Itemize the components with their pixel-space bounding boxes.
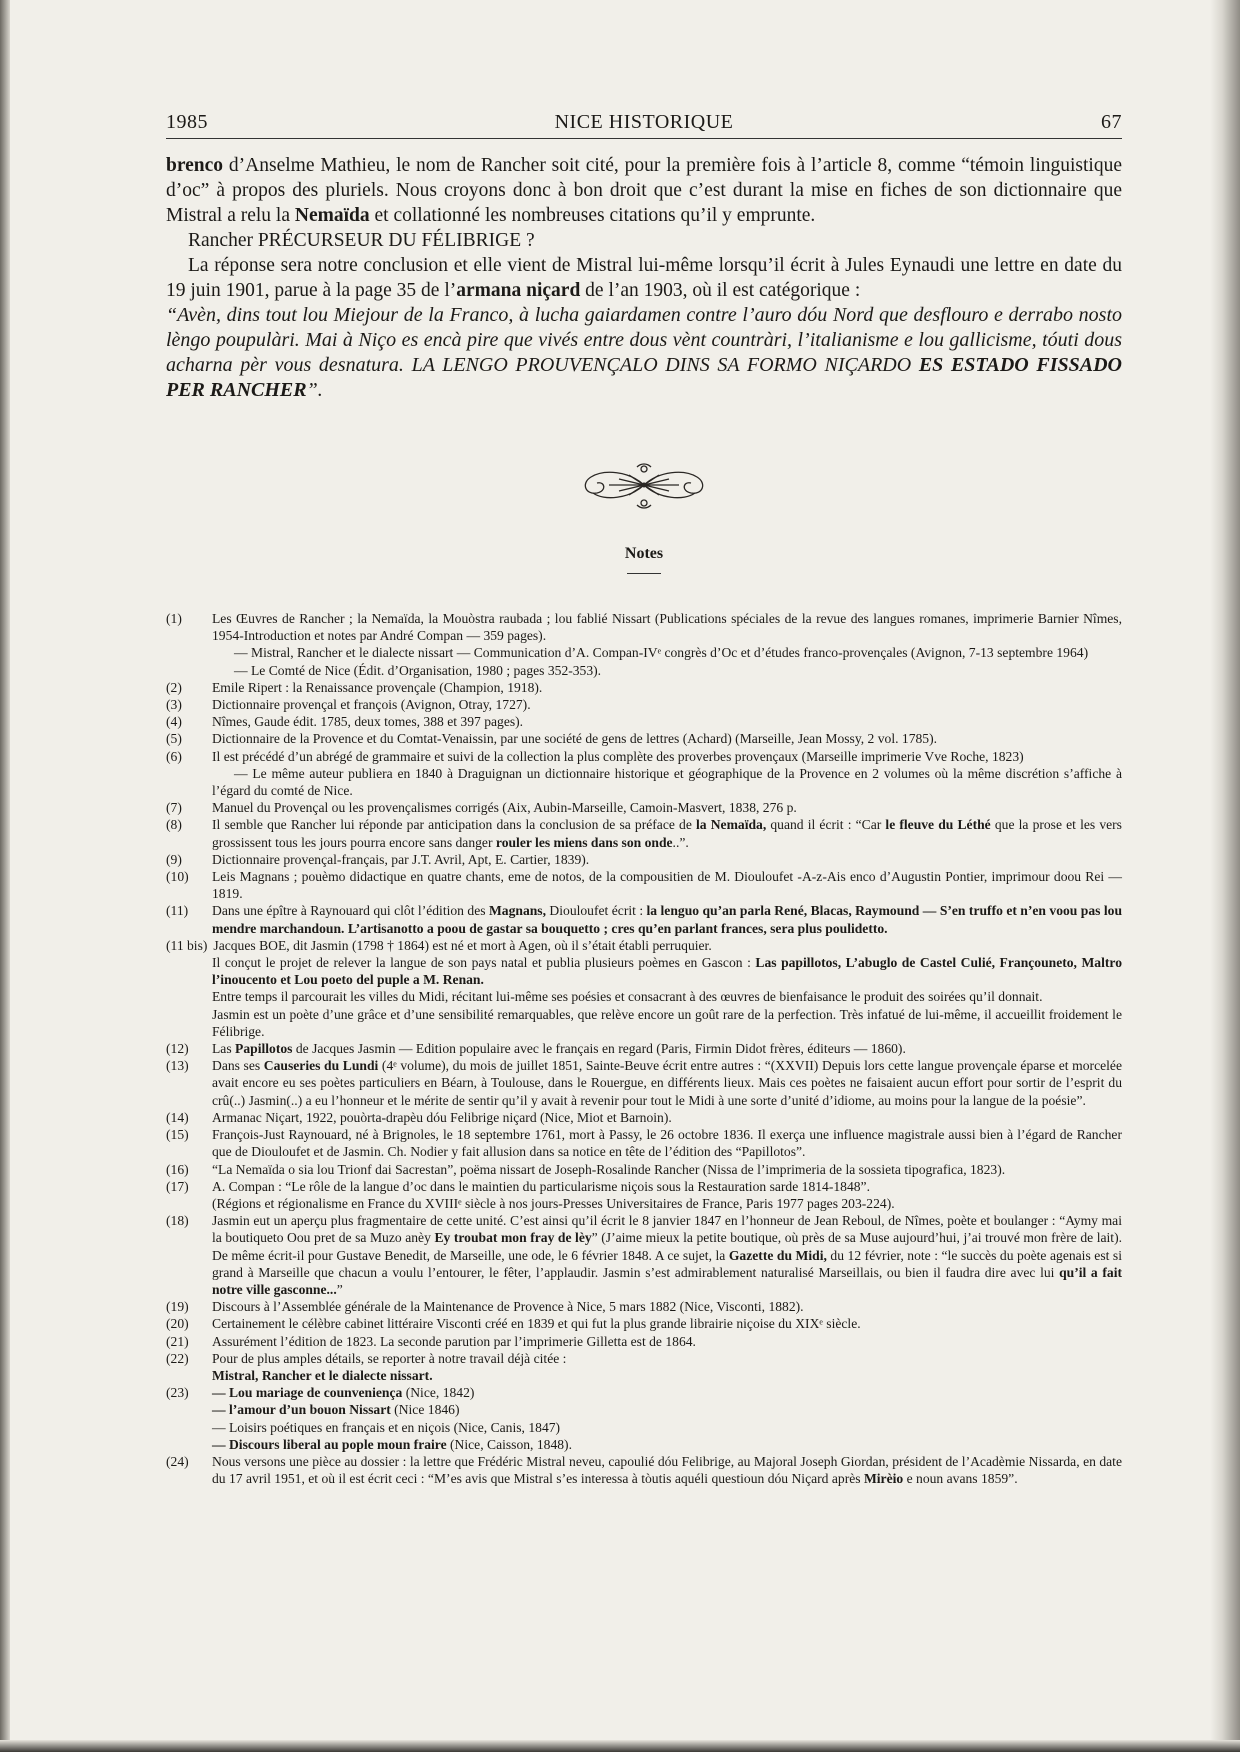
note-bold: la Nemaïda, (696, 817, 767, 833)
note-number: (5) (166, 731, 182, 747)
note-11-bis-continued (166, 954, 1122, 1040)
quote-bold-1: ES ESTADO FISSADO PER RANCHER (166, 354, 1122, 401)
quote-text-2: ”. (306, 379, 323, 401)
note-10 (166, 868, 1122, 902)
note-number: (18) (166, 1213, 189, 1229)
scan-edge-right (1210, 0, 1240, 1752)
note-text: Il est précédé d’un abrégé de grammaire et suivi de la collection la plus complète des proverbes provençaux (Marseille imprimerie Vve Roche, 1823) (212, 748, 1024, 764)
note-text: Les Œuvres de Rancher ; la Nemaïda, la Mouòstra raubada ; lou fablié Nissart (Publications spéciales de la revue des langues romanes, imprimerie Barnier Nîmes, 1954-Introduction et notes par André Compan — 359 pages). (212, 611, 1122, 644)
note-number: (9) (166, 851, 182, 867)
note-11 (166, 902, 1122, 936)
note-22 (166, 1350, 1122, 1384)
p1-bold-2: Nemaïda (294, 205, 370, 226)
note-number: (6) (166, 748, 182, 764)
note-number: (21) (166, 1333, 189, 1349)
note-bold: Las papillotos, L’abuglo de Castel Culié, Françouneto, Maltro l’inoucento et Lou poeto del puple a M. Renan. (212, 955, 1122, 988)
note-span: Diouloufet écrit : (546, 903, 647, 919)
note-text (212, 1057, 1122, 1109)
note-18 (166, 1212, 1122, 1298)
note-span: (Nice, 1842) (402, 1385, 475, 1401)
note-number: (23) (166, 1385, 189, 1401)
note-span: Jasmin eut un aperçu plus fragmentaire de cette unité. C’est ainsi qu’il écrit le 8 janvier 1847 en l’honneur de Jean Reboul, de Nîmes, poète et boulanger : “Aymy mai la boutiqueto Oou pret de sa Muzo anèy (212, 1213, 1122, 1246)
note-number: (1) (166, 611, 182, 626)
note-20 (166, 1315, 1122, 1332)
note-span: que la prose et les vers grossissent tous les jours pourra encore sans danger (212, 817, 1122, 850)
note-text: Armanac Niçart, 1922, pouòrta-drapèu dóu Felibrige niçard (Nice, Miot et Barnoin). (212, 1109, 672, 1125)
note-span: ..”. (672, 834, 689, 850)
note-number: (19) (166, 1299, 189, 1315)
note-text: — Mistral, Rancher et le dialecte nissart — Communication d’A. Compan-IVᵉ congrès d’Oc et d’études franco-provençales (Avignon, 7-13 septembre 1964) (234, 645, 1089, 661)
note-text (212, 902, 1122, 936)
note-bold: le fleuve du Léthé (885, 817, 991, 833)
note-text: Dictionnaire provençal-français, par J.T. Avril, Apt, E. Cartier, 1839). (212, 851, 590, 867)
paragraph-1 (166, 153, 1122, 228)
note-number: (8) (166, 817, 182, 833)
note-text: Assurément l’édition de 1823. La seconde parution par l’imprimerie Gilletta est de 1864. (212, 1333, 696, 1349)
note-span: Il semble que Rancher lui réponde par anticipation dans la conclusion de sa préface de (212, 817, 697, 833)
note-13 (166, 1057, 1122, 1109)
note-text: Dictionnaire provençal et françois (Avignon, Otray, 1727). (212, 697, 531, 713)
note-number: (16) (166, 1161, 189, 1177)
note-span: Las (212, 1041, 236, 1057)
running-head (166, 110, 1122, 139)
note-number: (17) (166, 1178, 189, 1194)
note-number: (3) (166, 697, 182, 713)
page-number: 67 (1101, 111, 1122, 133)
note-span: ” (336, 1281, 343, 1297)
note-span: ” (J’aime mieux la petite boutique, où près de sa Muse aujourd’hui, j’ai trouvé mon frère de lait). De même écrit-il pour Gustave Benedit, de Marseille, une ode, le 6 février 1848. A ce sujet, la (212, 1230, 1122, 1263)
note-span: Nous versons une pièce au dossier : la lettre que Frédéric Mistral neveu, capoulié dóu Felibrige, au Majoral Joseph Giordan, président de l’Acadèmie Nissarda, en date du 17 avril 1951, et où il est écrit ceci : “M’es avis que Mistral s’es interessa à tòutis aquéli questioun dóu Niçard après (212, 1453, 1122, 1487)
note-3 (166, 696, 1122, 713)
note-text (212, 1212, 1122, 1298)
p2-bold-1: armana niçard (456, 280, 581, 301)
note-16 (166, 1161, 1122, 1178)
header-title: NICE HISTORIQUE (554, 111, 734, 133)
note-bold: — Discours liberal au pople moun fraire (212, 1436, 447, 1452)
note-text: Entre temps il parcourait les villes du Midi, récitant lui-même ses poésies et consacrant à des œuvres de bienfaisance le produit des soirées qu’il donnait. (212, 989, 1043, 1005)
note-text (212, 1384, 1122, 1401)
note-number: (24) (166, 1453, 189, 1469)
notes-title: Notes (624, 545, 664, 562)
note-bold: Mirèio (863, 1471, 904, 1487)
note-text: Pour de plus amples détails, se reporter à notre travail déjà citée : (212, 1350, 567, 1366)
p1-bold-1: brenco (166, 155, 224, 176)
note-17 (166, 1178, 1122, 1212)
note-span: Dans une épître à Raynouard qui clôt l’édition des (212, 903, 489, 919)
note-number: (13) (166, 1058, 189, 1074)
notes-list (166, 610, 1122, 1487)
fleuron-ornament-icon (579, 461, 709, 509)
note-span: (4ᵉ volume), du mois de juillet 1851, Sainte-Beuve écrit entre autres : “(XXVII) Depuis lors cette langue provençale éparse et morcelée avait encore eu ses poètes particuliers en Béarn, à Toulouse, dans le Rouergue, en différents lieux. Mais ces poètes ne faisaient aucun effort pour sortir de l’esprit du crû(..) Jasmin(..) a eu l’honneur et le mérite de sentir qu’il y avait à revenir pour tout le Midi à une sorte d’unité d’idiome, au moins pour la langue de la poésie”. (212, 1058, 1122, 1108)
scan-edge-left (0, 0, 10, 1752)
note-14 (166, 1109, 1122, 1126)
note-text: Certainement le célèbre cabinet littéraire Visconti créé en 1839 et qui fut la plus grande librairie niçoise du XIXᵉ siècle. (212, 1316, 861, 1332)
note-9 (166, 851, 1122, 868)
note-1 (166, 610, 1122, 679)
note-text (212, 1436, 1122, 1453)
p2-text-1: La réponse sera notre conclusion et elle vient de Mistral lui-même lorsqu’il écrit à Jules Eynaudi une lettre en date du 19 juin 1901, parue à la page 35 de l’ (166, 255, 1122, 301)
note-number: (2) (166, 679, 182, 695)
note-11-bis (166, 937, 1122, 954)
note-text: Discours à l’Assemblée générale de la Maintenance de Provence à Nice, 5 mars 1882 (Nice, Visconti, 1882). (212, 1299, 804, 1315)
note-5 (166, 730, 1122, 747)
note-number: (12) (166, 1041, 189, 1057)
mistral-quote (166, 303, 1122, 403)
section-heading: Rancher PRÉCURSEUR DU FÉLIBRIGE ? (188, 230, 535, 251)
note-23 (166, 1384, 1122, 1453)
note-number: (11 bis) (166, 937, 208, 953)
note-bold: — l’amour d’un bouon Nissart (212, 1402, 391, 1418)
note-7 (166, 799, 1122, 816)
note-8 (166, 816, 1122, 850)
p2-text-2: de l’an 1903, où il est catégorique : (580, 280, 861, 301)
note-number: (20) (166, 1316, 189, 1332)
note-text: Jacques BOE, dit Jasmin (1798 † 1864) est né et mort à Agen, où il s’était établi perruquier. (213, 937, 712, 953)
note-bold: Ey troubat mon fray de lèy (434, 1230, 592, 1246)
page (166, 110, 1122, 1487)
note-span: quand il écrit : “Car (766, 817, 886, 833)
note-text: Dictionnaire de la Provence et du Comtat-Venaissin, par une société de gens de lettres (Achard) (Marseille, Jean Mossy, 2 vol. 1785). (212, 731, 938, 747)
note-24 (166, 1453, 1122, 1487)
note-text (212, 1040, 1122, 1057)
note-text: Nîmes, Gaude édit. 1785, deux tomes, 388 et 397 pages). (212, 714, 524, 730)
note-span: Dans ses (212, 1058, 264, 1074)
note-text: — Le même auteur publiera en 1840 à Draguignan un dictionnaire historique et géographique de la Provence en 2 volumes où la même discrétion s’affiche à l’égard du comté de Nice. (212, 765, 1122, 799)
note-text: (Régions et régionalisme en France du XVIIIᵉ siècle à nos jours-Presses Universitaires de France, Paris 1977 pages 203-224). (212, 1195, 895, 1211)
note-span: de Jacques Jasmin — Edition populaire avec le français en regard (Paris, Firmin Didot frères, éditeurs — 1860). (292, 1041, 906, 1057)
p1-text-2: et collationné les nombreuses citations qu’il y emprunte. (369, 205, 816, 226)
note-bold: Gazette du Midi, (728, 1247, 827, 1263)
note-21 (166, 1333, 1122, 1350)
note-4 (166, 713, 1122, 730)
note-text: “La Nemaïda o sia lou Trionf dai Sacrestan”, poëma nissart de Joseph-Rosalinde Rancher (Nissa de l’imprimeria de la sossieta tipografica, 1823). (212, 1161, 1006, 1177)
note-number: (22) (166, 1350, 189, 1366)
note-number: (15) (166, 1127, 189, 1143)
note-text: — Le Comté de Nice (Édit. d’Organisation, 1980 ; pages 352-353). (234, 662, 602, 678)
paragraph-2 (166, 253, 1122, 303)
note-text (212, 1453, 1122, 1487)
note-span: (Nice, Caisson, 1848). (446, 1436, 572, 1452)
note-bold: qu’il a fait notre ville gasconne... (212, 1264, 1122, 1297)
note-number-spacer (166, 954, 212, 1040)
note-number: (7) (166, 800, 182, 816)
note-text: Leis Magnans ; pouèmo didactique en quatre chants, eme de notos, de la compousitien de M. Diouloufet -A-z-Ais enco d’Augustin Pontier, imprimour doou Rei — 1819. (212, 869, 1122, 902)
scan-edge-bottom (0, 1740, 1240, 1752)
note-text: — Loisirs poétiques en français et en niçois (Nice, Canis, 1847) (212, 1419, 561, 1435)
note-number: (14) (166, 1109, 189, 1125)
note-bold: Papillotos (235, 1041, 293, 1057)
p1-text-1: d’Anselme Mathieu, le nom de Rancher soit cité, pour la première fois à l’article 8, comme “témoin linguistique d’oc” à propos des pluriels. Nous croyons donc à bon droit que c’est durant la mise en fiches de son dictionnaire que Mistral a relu la (166, 155, 1122, 226)
note-number: (11) (166, 903, 189, 919)
header-year: 1985 (166, 111, 208, 133)
quote-text-1: “Avèn, dins tout lou Miejour de la Franco, à lucha gaiardamen contre l’auro dóu Nord que desflouro e derrabo nosto lèngo poupulàri. Mai à Niço es encà pire que vivés entre dous vènt countràri, l’italianisme e lou gallicisme, tóuti dous acharna pèr vous desnatura. LA LENGO PROUVENÇALO DINS SA FORMO NIÇARDO (166, 304, 1122, 376)
note-bold: la lenguo qu’an parla René, Blacas, Raymound — S’en truffo et n’en voou pas lou mendre marchandoun. L’artisanotto a poou de gastar sa bouquetto ; cres qu’en parlant frances, sera plus poulidetto. (212, 903, 1122, 936)
note-text: Emile Ripert : la Renaissance provençale (Champion, 1918). (212, 679, 543, 695)
note-span: e noun avans 1859”. (903, 1471, 1018, 1487)
note-span: Il conçut le projet de relever la langue de son pays natal et publia plusieurs poèmes en Gascon : (212, 955, 756, 971)
note-span: du 12 février, note : “le succès du poète agenais est si grand à Marseille que chacun a voulu l’entourer, le fêter, l’applaudir. Jasmin s’est admirablement naturalisé Marseillais, ou bien il faudra dire avec lui (212, 1247, 1122, 1280)
note-19 (166, 1298, 1122, 1315)
note-text (212, 1401, 1122, 1418)
note-number: (10) (166, 869, 189, 885)
note-text (212, 954, 1122, 988)
notes-divider (627, 573, 661, 574)
note-text: François-Just Raynouard, né à Brignoles, le 18 septembre 1761, mort à Passy, le 26 octobre 1836. Il exerça une influence magistrale aussi bien à l’égard de Rancher que de Diouloufet et de Jasmin. Ch. Nodier y fait allusion dans sa notice en tête de l’édition des “Papillotos”. (212, 1127, 1122, 1160)
note-bold: — Lou mariage de counveniença (212, 1385, 403, 1401)
note-text: Mistral, Rancher et le dialecte nissart. (212, 1367, 433, 1383)
note-bold: rouler les miens dans son onde (495, 834, 673, 850)
note-number: (4) (166, 714, 182, 730)
note-bold: Causeries du Lundi (263, 1058, 379, 1074)
note-text: A. Compan : “Le rôle de la langue d’oc dans le maintien du particularisme niçois sous la Restauration sarde 1814-1848”. (212, 1178, 870, 1194)
note-bold: Magnans, (488, 903, 546, 919)
note-text: Manuel du Provençal ou les provençalismes corrigés (Aix, Aubin-Marseille, Camoin-Masvert, 1838, 276 p. (212, 800, 797, 816)
note-15 (166, 1126, 1122, 1160)
body-text (166, 153, 1122, 403)
note-span: (Nice 1846) (390, 1402, 460, 1418)
note-6 (166, 748, 1122, 800)
note-2 (166, 679, 1122, 696)
note-text: Jasmin est un poète d’une grâce et d’une sensibilité remarquables, que relève encore un goût rare de la perfection. Très infatué de lui-même, il accueillit froidement le Félibrige. (212, 1006, 1122, 1039)
note-text (212, 816, 1122, 850)
note-12 (166, 1040, 1122, 1057)
